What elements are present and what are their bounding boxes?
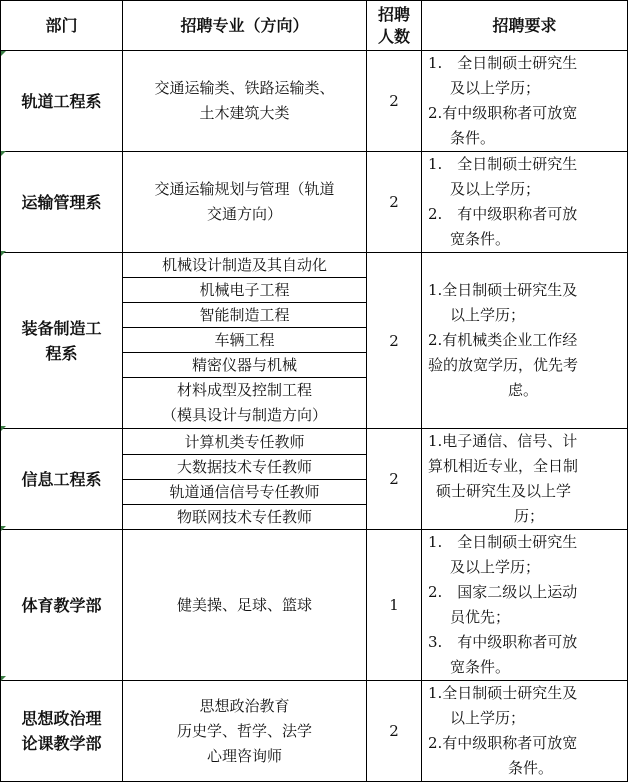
header-major: 招聘专业（方向） xyxy=(123,1,367,51)
major-list xyxy=(123,253,366,428)
count-cell: 2 xyxy=(367,253,422,429)
major-list xyxy=(123,430,366,529)
major-item: 智能制造工程 xyxy=(123,303,366,328)
major-cell xyxy=(123,253,367,429)
header-row xyxy=(1,1,628,51)
table-row xyxy=(1,429,628,530)
cell-marker-icon xyxy=(1,426,6,431)
count-cell: 2 xyxy=(367,681,422,782)
major-item: 材料成型及控制工程 （模具设计与制造方向） xyxy=(161,381,327,424)
requirements-cell: 1. 全日制硕士研究生 及以上学历； 2. 有中级职称者可放 宽条件。 xyxy=(422,152,628,253)
cell-marker-icon xyxy=(1,251,6,256)
dept-cell: 轨道工程系 xyxy=(1,51,123,152)
major-item: 轨道通信信号专任教师 xyxy=(123,480,366,505)
table-row xyxy=(1,152,628,253)
count-cell: 2 xyxy=(367,51,422,152)
major-item: 机械电子工程 xyxy=(123,278,366,303)
requirements-cell: 1.全日制硕士研究生及 以上学历； 2.有中级职称者可放宽 条件。 xyxy=(422,681,628,782)
major-item: 车辆工程 xyxy=(123,328,366,353)
dept-cell: 装备制造工 程系 xyxy=(1,253,123,429)
table-row xyxy=(1,51,628,152)
cell-marker-icon xyxy=(1,676,6,681)
count-cell: 2 xyxy=(367,429,422,530)
dept-cell: 体育教学部 xyxy=(1,530,123,681)
major-cell: 交通运输类、铁路运输类、 土木建筑大类 xyxy=(123,51,367,152)
major-cell: 思想政治教育 历史学、哲学、法学 心理咨询师 xyxy=(123,681,367,782)
requirements-cell: 1. 全日制硕士研究生 及以上学历； 2.有中级职称者可放宽 条件。 xyxy=(422,51,628,152)
header-requirements: 招聘要求 xyxy=(422,1,628,51)
major-item: 物联网技术专任教师 xyxy=(176,507,312,526)
major-item: 计算机类专任教师 xyxy=(123,430,366,455)
major-item: 精密仪器与机械 xyxy=(123,353,366,378)
major-cell xyxy=(123,429,367,530)
cell-marker-icon xyxy=(1,526,6,531)
cell-marker-icon xyxy=(1,51,6,56)
table-row xyxy=(1,253,628,429)
table-row xyxy=(1,530,628,681)
count-cell: 2 xyxy=(367,152,422,253)
major-cell: 健美操、足球、篮球 xyxy=(123,530,367,681)
requirements-cell: 1.电子通信、信号、计 算机相近专业，全日制 硕士研究生及以上学 历； xyxy=(422,429,628,530)
dept-cell: 信息工程系 xyxy=(1,429,123,530)
major-item: 机械设计制造及其自动化 xyxy=(123,253,366,278)
dept-cell: 思想政治理 论课教学部 xyxy=(1,681,123,782)
requirements-cell: 1. 全日制硕士研究生 及以上学历； 2. 国家二级以上运动 员优先； 3. 有中级职称者可放 宽条件。 xyxy=(422,530,628,681)
table-row xyxy=(1,681,628,782)
major-item: 大数据技术专任教师 xyxy=(123,455,366,480)
requirements-cell: 1.全日制硕士研究生及 以上学历； 2.有机械类企业工作经 验的放宽学历，优先考 虑。 xyxy=(422,253,628,429)
header-dept: 部门 xyxy=(1,1,123,51)
major-cell: 交通运输规划与管理（轨道 交通方向） xyxy=(123,152,367,253)
header-count: 招聘 人数 xyxy=(367,1,422,51)
cell-marker-icon xyxy=(1,151,6,156)
count-cell: 1 xyxy=(367,530,422,681)
dept-cell: 运输管理系 xyxy=(1,152,123,253)
